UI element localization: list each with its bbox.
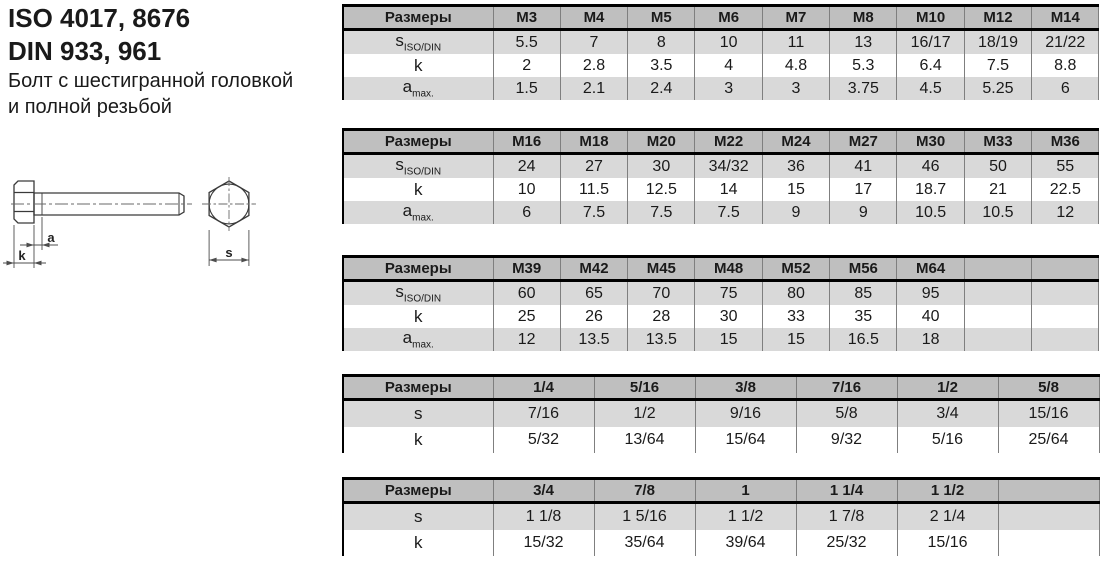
table-cell: 4 (695, 54, 762, 77)
column-header: M52 (762, 257, 829, 281)
table-cell: 33 (762, 305, 829, 328)
table-cell: 4.8 (762, 54, 829, 77)
row-label-symbol: s (395, 31, 404, 51)
table-cell: 2 (493, 54, 560, 77)
row-label (343, 427, 493, 453)
table-cell: 15/16 (897, 530, 998, 556)
column-header: 3/4 (493, 479, 594, 503)
table-cell: 5/32 (493, 427, 594, 453)
table-cell: 15/16 (998, 400, 1099, 428)
table-cell: 5/8 (796, 400, 897, 428)
table-cell: 7/16 (493, 400, 594, 428)
table-cell: 21/22 (1032, 30, 1099, 55)
table-cell: 9 (830, 201, 897, 224)
product-description-line2: и полной резьбой (8, 96, 172, 118)
column-header: M30 (897, 130, 964, 154)
dimension-table-2 (342, 128, 1099, 224)
table-cell: 46 (897, 154, 964, 179)
column-header: M10 (897, 6, 964, 30)
row-label-subscript: max. (412, 88, 434, 100)
column-header: M18 (560, 130, 627, 154)
column-header: M42 (560, 257, 627, 281)
table-cell (1032, 328, 1099, 351)
row-label-symbol: s (414, 507, 423, 526)
table-cell: 40 (897, 305, 964, 328)
table-cell: 3 (762, 77, 829, 100)
table-cell: 1/2 (594, 400, 695, 428)
table-cell: 6 (1032, 77, 1099, 100)
row-label (343, 178, 493, 201)
table-cell: 5.3 (830, 54, 897, 77)
column-header: M12 (964, 6, 1031, 30)
table-cell: 5/16 (897, 427, 998, 453)
dimension-label-k: k (18, 248, 26, 263)
table-cell: 1 5/16 (594, 503, 695, 531)
row-label (343, 281, 493, 306)
table-cell: 7.5 (628, 201, 695, 224)
table-cell: 4.5 (897, 77, 964, 100)
table-corner-label: Размеры (343, 479, 493, 503)
row-label (343, 54, 493, 77)
table-cell: 60 (493, 281, 560, 306)
column-header: M36 (1032, 130, 1099, 154)
table-cell: 34/32 (695, 154, 762, 179)
table-cell: 3.75 (830, 77, 897, 100)
column-header (998, 479, 1099, 503)
table-cell: 18/19 (964, 30, 1031, 55)
column-header (1032, 257, 1099, 281)
table-cell: 13/64 (594, 427, 695, 453)
table-cell: 5.5 (493, 30, 560, 55)
table-cell: 50 (964, 154, 1031, 179)
table-cell: 24 (493, 154, 560, 179)
row-label-subscript: max. (412, 212, 434, 224)
table-cell: 1.5 (493, 77, 560, 100)
table-cell: 11 (762, 30, 829, 55)
table-cell: 39/64 (695, 530, 796, 556)
row-label (343, 328, 493, 351)
row-label-symbol: k (414, 306, 423, 326)
column-header: 1 (695, 479, 796, 503)
row-label (343, 201, 493, 224)
table-cell (1032, 281, 1099, 306)
row-label-symbol: k (414, 430, 423, 449)
column-header: 7/8 (594, 479, 695, 503)
bolt-side-view (14, 181, 184, 223)
table-cell: 25/64 (998, 427, 1099, 453)
row-label-symbol: s (414, 404, 423, 423)
table-cell: 15 (762, 328, 829, 351)
table-cell: 10.5 (897, 201, 964, 224)
table-cell: 7 (560, 30, 627, 55)
title-block (8, 2, 338, 120)
table-cell (964, 281, 1031, 306)
column-header: 5/8 (998, 376, 1099, 400)
table-cell: 5.25 (964, 77, 1031, 100)
dimension-table-4 (342, 374, 1100, 453)
table-cell: 22.5 (1032, 178, 1099, 201)
table-cell: 21 (964, 178, 1031, 201)
row-label (343, 154, 493, 179)
row-label-symbol: s (395, 282, 404, 302)
table-cell: 2.4 (628, 77, 695, 100)
standard-din: DIN 933, 961 (8, 36, 162, 66)
table-cell: 12 (493, 328, 560, 351)
column-header: M5 (628, 6, 695, 30)
column-header: M24 (762, 130, 829, 154)
column-header: 7/16 (796, 376, 897, 400)
column-header: 5/16 (594, 376, 695, 400)
table-cell: 35 (830, 305, 897, 328)
column-header: 1/4 (493, 376, 594, 400)
table-cell: 13.5 (628, 328, 695, 351)
bolt-technical-drawing (0, 160, 280, 280)
column-header: 1 1/2 (897, 479, 998, 503)
column-header: 3/8 (695, 376, 796, 400)
row-label-symbol: a (402, 201, 413, 221)
table-cell: 65 (560, 281, 627, 306)
table-cell: 1 1/8 (493, 503, 594, 531)
bolt-head-outline (14, 181, 34, 223)
row-label (343, 77, 493, 100)
table-row (343, 30, 1099, 55)
table-cell: 25/32 (796, 530, 897, 556)
table-cell: 10.5 (964, 201, 1031, 224)
column-header (964, 257, 1031, 281)
dimension-arrowheads (7, 243, 249, 266)
table-cell: 12.5 (628, 178, 695, 201)
row-label-symbol: s (395, 155, 404, 175)
table-cell: 18 (897, 328, 964, 351)
column-header: M20 (628, 130, 695, 154)
column-header: M22 (695, 130, 762, 154)
table-cell: 13 (830, 30, 897, 55)
table-row (343, 400, 1099, 428)
dimension-label-a: a (47, 230, 55, 245)
table-cell (998, 530, 1099, 556)
column-header: 1 1/4 (796, 479, 897, 503)
table-cell: 7.5 (695, 201, 762, 224)
row-label (343, 305, 493, 328)
standard-iso: ISO 4017, 8676 (8, 3, 191, 33)
row-label-subscript: ISO/DIN (403, 166, 442, 178)
table-cell: 17 (830, 178, 897, 201)
table-cell: 9 (762, 201, 829, 224)
table-cell: 8 (628, 30, 695, 55)
table-cell: 55 (1032, 154, 1099, 179)
table-cell: 16/17 (897, 30, 964, 55)
row-label-subscript: ISO/DIN (403, 293, 442, 305)
dimension-table-3 (342, 255, 1099, 351)
table-cell: 25 (493, 305, 560, 328)
table-row (343, 503, 1099, 531)
table-cell: 35/64 (594, 530, 695, 556)
table-row (343, 305, 1099, 328)
table-cell: 6 (493, 201, 560, 224)
table-cell: 1 7/8 (796, 503, 897, 531)
row-label (343, 400, 493, 428)
table-cell: 28 (628, 305, 695, 328)
table-cell: 26 (560, 305, 627, 328)
table-cell: 16.5 (830, 328, 897, 351)
table-corner-label: Размеры (343, 376, 493, 400)
column-header: M14 (1032, 6, 1099, 30)
column-header: M39 (493, 257, 560, 281)
table-row (343, 77, 1099, 100)
table-cell: 13.5 (560, 328, 627, 351)
row-label (343, 503, 493, 531)
column-header: M8 (830, 6, 897, 30)
product-description-line1: Болт с шестигранной головкой (8, 70, 294, 92)
table-cell: 15 (695, 328, 762, 351)
table-row (343, 154, 1099, 179)
table-cell: 2.1 (560, 77, 627, 100)
column-header: 1/2 (897, 376, 998, 400)
table-row (343, 427, 1099, 453)
table-cell (964, 305, 1031, 328)
table-cell: 27 (560, 154, 627, 179)
column-header: M56 (830, 257, 897, 281)
dimension-label-s: s (225, 245, 233, 260)
bolt-end-view (202, 177, 256, 231)
column-header: M33 (964, 130, 1031, 154)
column-header: M7 (762, 6, 829, 30)
row-label-subscript: max. (412, 339, 434, 351)
row-label-symbol: a (402, 328, 413, 348)
table-cell: 12 (1032, 201, 1099, 224)
table-cell: 85 (830, 281, 897, 306)
column-header: M3 (493, 6, 560, 30)
table-cell: 80 (762, 281, 829, 306)
table-cell: 30 (695, 305, 762, 328)
table-cell: 2 1/4 (897, 503, 998, 531)
table-cell: 7.5 (964, 54, 1031, 77)
table-cell: 1 1/2 (695, 503, 796, 531)
table-cell: 41 (830, 154, 897, 179)
table-cell: 2.8 (560, 54, 627, 77)
table-row (343, 328, 1099, 351)
table-corner-label: Размеры (343, 6, 493, 30)
row-label-symbol: k (414, 179, 423, 199)
table-cell: 30 (628, 154, 695, 179)
table-cell: 8.8 (1032, 54, 1099, 77)
table-cell: 9/32 (796, 427, 897, 453)
table-row (343, 530, 1099, 556)
row-label (343, 530, 493, 556)
table-corner-label: Размеры (343, 130, 493, 154)
row-label (343, 30, 493, 55)
table-cell: 10 (493, 178, 560, 201)
table-cell: 14 (695, 178, 762, 201)
table-cell: 3/4 (897, 400, 998, 428)
table-cell: 36 (762, 154, 829, 179)
table-cell: 9/16 (695, 400, 796, 428)
row-label-symbol: k (414, 533, 423, 552)
column-header: M27 (830, 130, 897, 154)
table-corner-label: Размеры (343, 257, 493, 281)
table-row (343, 281, 1099, 306)
table-cell: 75 (695, 281, 762, 306)
row-label-subscript: ISO/DIN (403, 42, 442, 54)
table-cell: 3 (695, 77, 762, 100)
row-label-symbol: k (414, 55, 423, 75)
table-cell: 15/64 (695, 427, 796, 453)
table-cell (998, 503, 1099, 531)
dimension-table-1 (342, 4, 1099, 100)
table-row (343, 54, 1099, 77)
table-cell: 18.7 (897, 178, 964, 201)
table-cell: 7.5 (560, 201, 627, 224)
table-cell: 70 (628, 281, 695, 306)
table-cell: 6.4 (897, 54, 964, 77)
dimension-table-5 (342, 477, 1100, 556)
table-row (343, 178, 1099, 201)
column-header: M4 (560, 6, 627, 30)
table-cell: 3.5 (628, 54, 695, 77)
table-row (343, 201, 1099, 224)
table-cell: 95 (897, 281, 964, 306)
column-header: M6 (695, 6, 762, 30)
column-header: M16 (493, 130, 560, 154)
table-cell: 15/32 (493, 530, 594, 556)
table-cell (1032, 305, 1099, 328)
column-header: M64 (897, 257, 964, 281)
column-header: M48 (695, 257, 762, 281)
table-cell (964, 328, 1031, 351)
table-cell: 11.5 (560, 178, 627, 201)
column-header: M45 (628, 257, 695, 281)
table-cell: 15 (762, 178, 829, 201)
table-cell: 10 (695, 30, 762, 55)
row-label-symbol: a (402, 77, 413, 97)
